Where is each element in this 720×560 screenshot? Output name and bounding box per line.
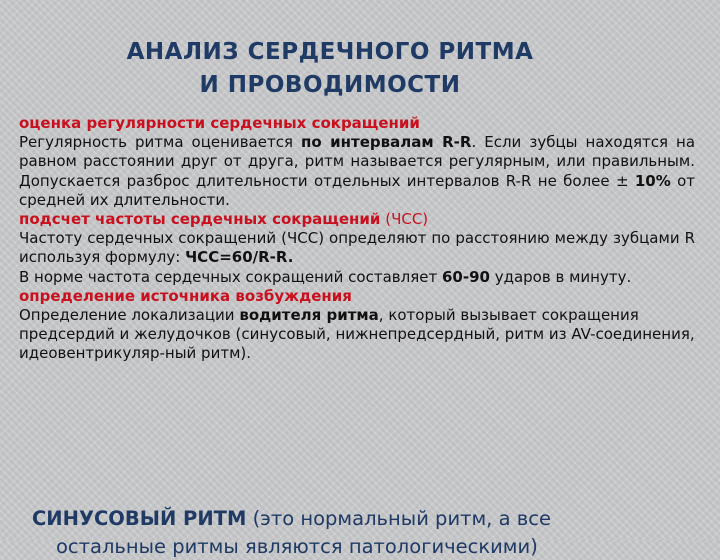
page-title	[40, 36, 620, 102]
section-heading-heart-rate	[19, 210, 695, 229]
heart-rate-heading-suffix: (ЧСС)	[380, 210, 429, 229]
heart-rate-text-a: Частоту сердечных сокращений (ЧСС) определяют по расстоянию между зубцами R используя формулу:	[19, 229, 695, 267]
sinus-rhythm-text-line-2: остальные ритмы являются патологическими)	[56, 535, 538, 558]
heart-rate-text-b: В норме частота сердечных сокращений составляет	[19, 267, 442, 286]
content-body	[19, 114, 695, 364]
pacemaker-term: водителя ритма	[239, 306, 379, 325]
regularity-paragraph	[19, 133, 695, 210]
heart-rate-norm: 60-90	[441, 267, 490, 286]
regularity-rr-intervals: по интервалам R-R	[301, 133, 472, 152]
regularity-text-a: Регулярность ритма оценивается	[19, 133, 302, 152]
heart-rate-heading-text: подсчет частоты сердечных сокращений	[19, 210, 381, 229]
heart-rate-text-c: ударов в минуту.	[489, 267, 632, 286]
sinus-rhythm-text: (это нормальный ритм, а все	[246, 507, 551, 530]
sinus-rhythm-note	[32, 506, 712, 558]
heart-rate-paragraph-1	[19, 229, 695, 267]
section-heading-regularity: оценка регулярности сердечных сокращений	[19, 114, 420, 132]
title-line-1: АНАЛИЗ СЕРДЕЧНОГО РИТМА	[126, 39, 534, 65]
regularity-text-b: . Если зубцы находятся на равном расстоянии друг от друга, ритм называется регулярным, или правильным. Допускается разброс длительности отдельных интервалов R-R не более ±	[19, 133, 696, 190]
pacemaker-text-a: Определение локализации	[19, 306, 240, 325]
heart-rate-paragraph-2	[19, 268, 695, 287]
section-heading-pacemaker: определение источника возбуждения	[19, 286, 352, 305]
heart-rate-formula: ЧСС=60/R-R.	[185, 248, 294, 267]
regularity-percent: 10%	[634, 171, 671, 190]
pacemaker-paragraph	[19, 306, 695, 364]
sinus-rhythm-label: СИНУСОВЫЙ РИТМ	[32, 507, 247, 530]
title-line-2: И ПРОВОДИМОСТИ	[199, 72, 461, 98]
regularity-text-c: от средней их длительности.	[19, 171, 695, 209]
pacemaker-text-b: , который вызывает сокращения предсердий и желудочков (синусовый, нижнепредсердный, ритм из AV-соединения, идеовентрикуляр-ный ритм).	[19, 306, 695, 363]
